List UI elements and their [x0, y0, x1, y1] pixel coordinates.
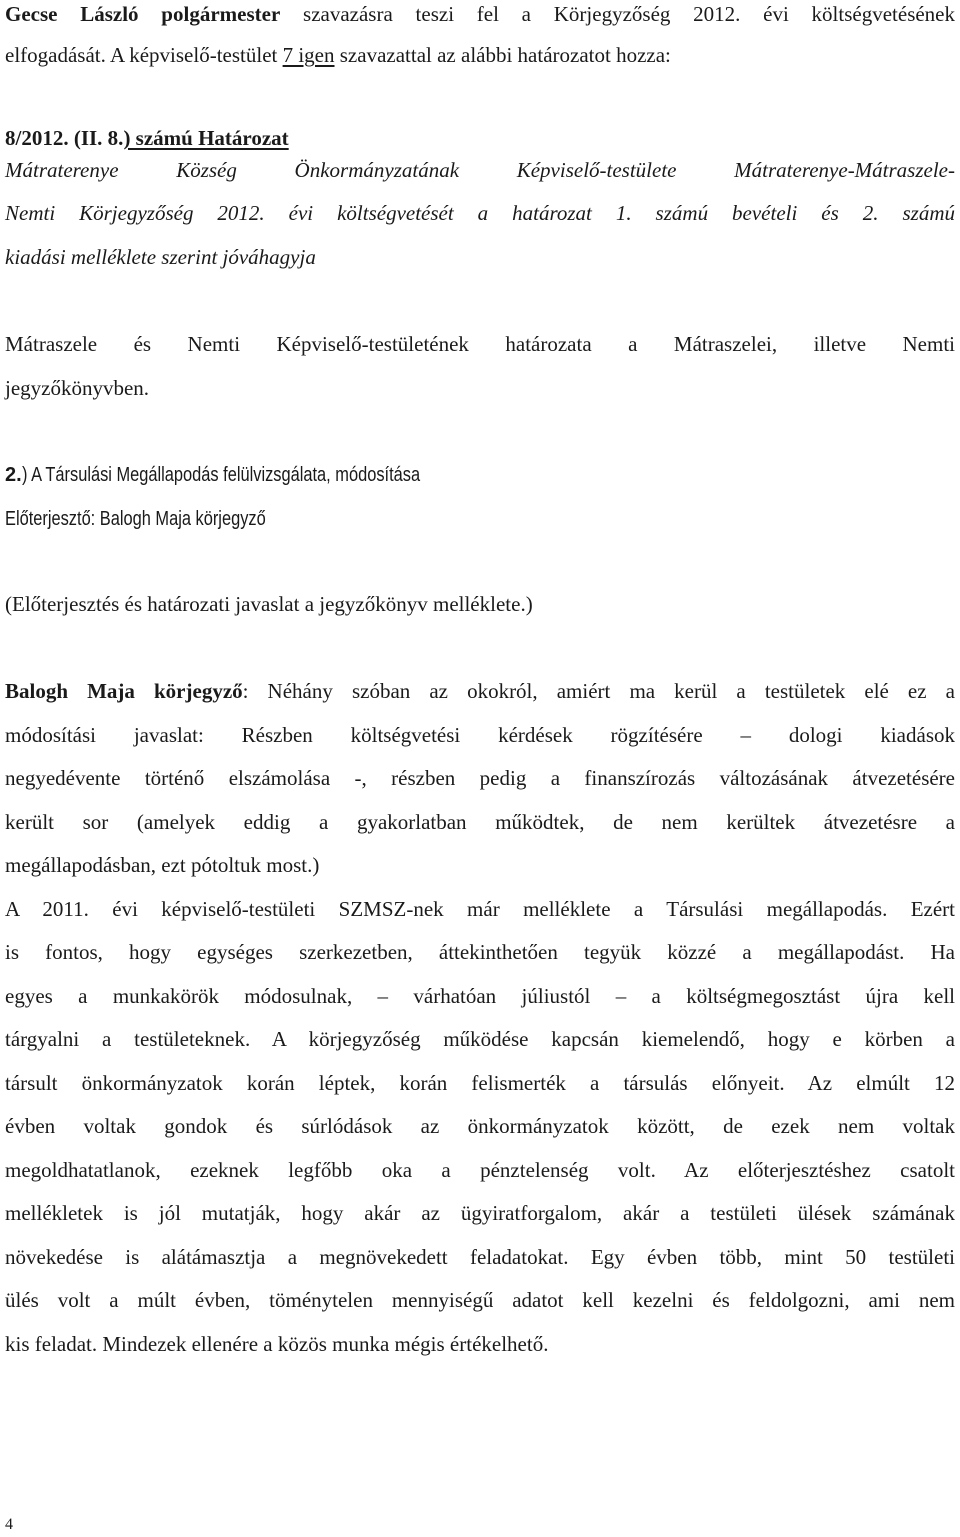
- resolution-number-a: 8/2012. (II. 8.: [5, 126, 124, 150]
- speech-text: egyes a munkakörök módosulnak, – várhatóan júliustól – a költségmegosztást újra kell: [5, 984, 955, 1008]
- speech-line-14: [5, 1290, 955, 1311]
- speech-text: kis feladat. Mindezek ellenére a közös munka mégis értékelhető.: [5, 1332, 549, 1356]
- intro-text-a: elfogadását. A képviselő-testület: [5, 43, 278, 67]
- speech-line-1: [5, 725, 955, 746]
- agenda-title-text: ) A Társulási Megállapodás felülvizsgálata, módosítása: [21, 464, 420, 486]
- speech-text: módosítási javaslat: Részben költségvetési kérdések rögzítésére – dologi kiadások: [5, 723, 955, 747]
- speech-text: mellékletek is jól mutatják, hogy akár az ügyiratforgalom, akár a testületi ülések számának: [5, 1201, 955, 1225]
- intro-text-b: szavazattal az alábbi határozatot hozza:: [339, 43, 671, 67]
- speech-line-12: [5, 1203, 955, 1224]
- vote-count: 7 igen: [282, 43, 335, 67]
- resolution-text-3-content: kiadási melléklete szerint jóváhagyja: [5, 245, 316, 269]
- speech-text: is fontos, hogy egységes szerkezetben, áttekinthetően tegyük közzé a megállapodást. Ha: [5, 940, 955, 964]
- speech-line-7: [5, 986, 955, 1007]
- resolution-text-2-content: Nemti Körjegyzőség 2012. évi költségvetését a határozat 1. számú bevételi és 2. számú: [5, 201, 955, 225]
- note-text-1: [5, 334, 955, 355]
- speech-line-2: [5, 768, 955, 789]
- resolution-number-b: ) számú Határozat: [123, 126, 289, 150]
- speech-line-15: [5, 1334, 548, 1355]
- speech-text: ülés volt a múlt évben, töménytelen mennyiségű adatot kell kezelni és feldolgozni, ami nem: [5, 1288, 955, 1312]
- agenda-title: [5, 464, 507, 485]
- note-text-2: [5, 378, 149, 399]
- speech-text: társult önkormányzatok korán léptek, korán felismerték a társulás előnyeit. Az elmúlt 12: [5, 1071, 955, 1095]
- intro-line-2: [5, 45, 671, 66]
- agenda-presenter: [5, 508, 323, 529]
- note-text-1-content: Mátraszele és Nemti Képviselő-testületének határozata a Mátraszelei, illetve Nemti: [5, 332, 955, 356]
- speech-line-6: [5, 942, 955, 963]
- presenter-text: Előterjesztő: Balogh Maja körjegyző: [5, 508, 266, 530]
- page-number: 4: [5, 1516, 13, 1533]
- speech-line-0: [5, 681, 955, 702]
- attachment-note: [5, 594, 533, 615]
- speech-line-4: [5, 855, 319, 876]
- speech-text: : Néhány szóban az okokról, amiért ma kerül a testületek elé ez a: [242, 679, 955, 703]
- speech-text: növekedése is alátámasztja a megnövekedett feladatokat. Egy évben több, mint 50 testületi: [5, 1245, 955, 1269]
- speech-line-11: [5, 1160, 955, 1181]
- speech-text: megoldhatatlanok, ezeknek legfőbb oka a pénztelenség volt. Az előterjesztéshez csatolt: [5, 1158, 955, 1182]
- speech-text: tárgyalni a testületeknek. A körjegyzőség működése kapcsán kiemelendő, hogy e körben a: [5, 1027, 955, 1051]
- resolution-text-1: [5, 160, 955, 181]
- speech-text: A 2011. évi képviselő-testületi SZMSZ-nek már melléklete a Társulási megállapodás. Ezért: [5, 897, 955, 921]
- speech-speaker: Balogh Maja körjegyző: [5, 679, 243, 703]
- speech-line-9: [5, 1073, 955, 1094]
- speech-text: évben voltak gondok és súrlódások az önkormányzatok között, de ezek nem voltak: [5, 1114, 955, 1138]
- agenda-number: 2.: [5, 464, 22, 486]
- intro-line-1: [5, 4, 955, 25]
- resolution-text-2: [5, 203, 955, 224]
- resolution-text-3: [5, 247, 316, 268]
- intro-text: szavazásra teszi fel a Körjegyzőség 2012. évi költségvetésének: [303, 2, 956, 26]
- speech-line-8: [5, 1029, 955, 1050]
- resolution-number: [5, 128, 289, 149]
- speech-line-3: [5, 812, 955, 833]
- speech-line-10: [5, 1116, 955, 1137]
- attachment-note-text: (Előterjesztés és határozati javaslat a jegyzőkönyv melléklete.): [5, 592, 533, 616]
- speech-text: megállapodásban, ezt pótoltuk most.): [5, 853, 320, 877]
- document-page: [5, 0, 955, 1537]
- speech-line-13: [5, 1247, 955, 1268]
- resolution-text-1-content: Mátraterenye Község Önkormányzatának Képviselő-testülete Mátraterenye-Mátraszele-: [5, 158, 955, 182]
- note-text-2-content: jegyzőkönyvben.: [5, 376, 150, 400]
- speech-text: került sor (amelyek eddig a gyakorlatban működtek, de nem kerültek átvezetésre a: [5, 810, 955, 834]
- speech-text: negyedévente történő elszámolása -, részben pedig a finanszírozás változásának átvezetésére: [5, 766, 955, 790]
- speech-line-5: [5, 899, 955, 920]
- intro-speaker: Gecse László polgármester: [5, 2, 281, 26]
